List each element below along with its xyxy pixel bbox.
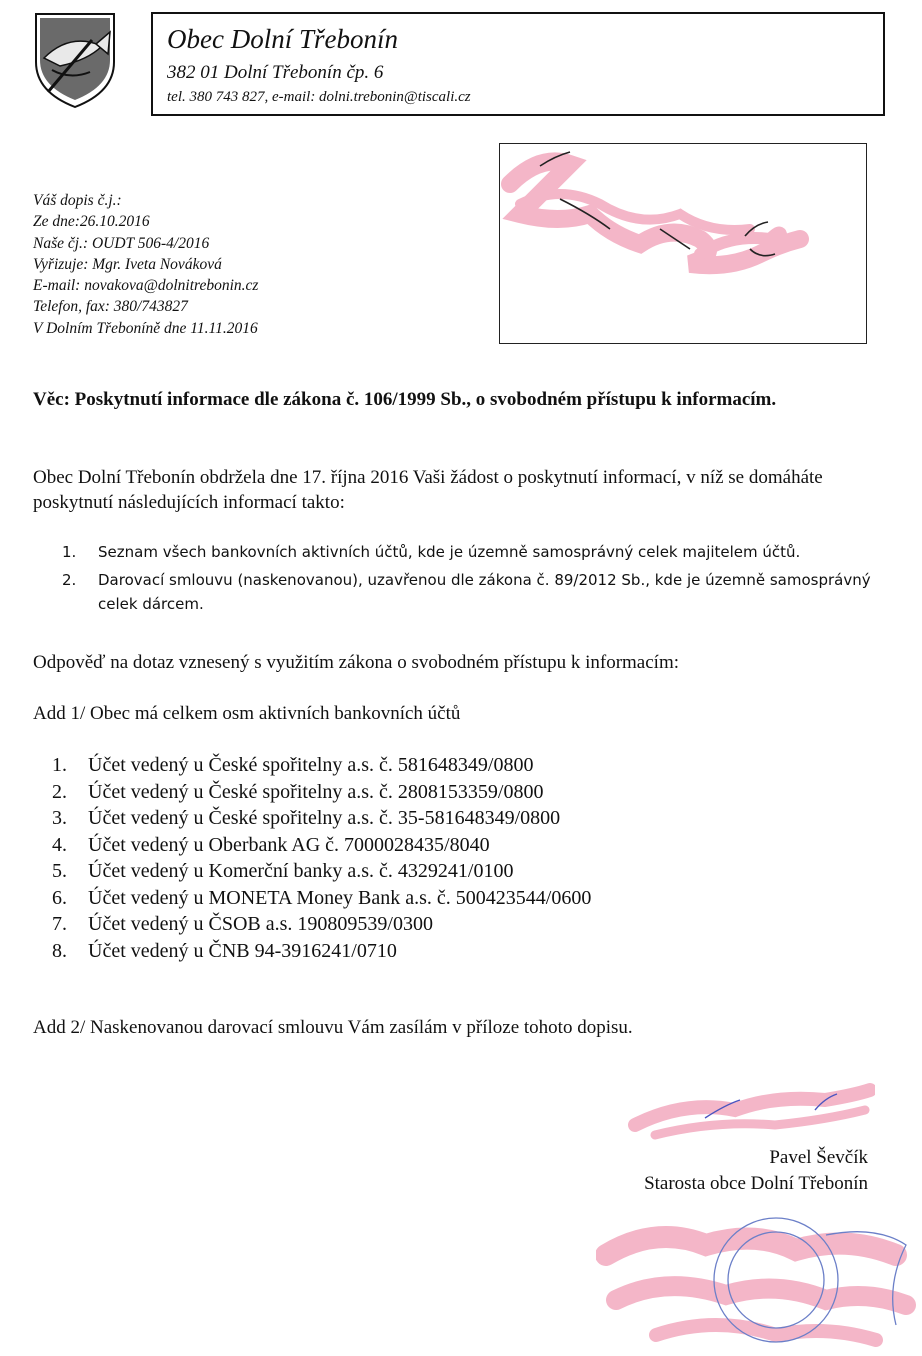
subject-heading: Věc: Poskytnutí informace dle zákona č. 106/1999 Sb., o svobodném přístupu k informacím. xyxy=(33,389,777,410)
reference-line: Ze dne:26.10.2016 xyxy=(33,213,150,231)
list-item xyxy=(52,938,852,965)
signatory-name: Pavel Ševčík xyxy=(769,1147,868,1168)
list-item xyxy=(52,911,852,938)
list-number: 1. xyxy=(62,543,77,561)
list-number: 6. xyxy=(52,886,67,909)
request-list xyxy=(62,540,882,620)
list-text: Účet vedený u MONETA Money Bank a.s. č. 500423544/0600 xyxy=(88,886,592,909)
list-item xyxy=(52,832,852,859)
list-number: 3. xyxy=(52,807,67,829)
redaction-mark xyxy=(500,144,865,342)
reference-line: Váš dopis č.j.: xyxy=(33,192,122,209)
reference-line: Naše čj.: OUDT 506-4/2016 xyxy=(33,234,210,252)
reference-line: E-mail: novakova@dolnitrebonin.cz xyxy=(33,277,259,295)
list-number: 2. xyxy=(52,780,67,803)
list-text: Darovací smlouvu (naskenovanou), uzavřenou dle zákona č. 89/2012 Sb., kde je územně samosprávný celek dárcem. xyxy=(98,571,871,613)
account-list xyxy=(52,752,852,964)
add2-paragraph: Add 2/ Naskenovanou darovací smlouvu Vám zasílám v příloze tohoto dopisu. xyxy=(33,1017,633,1038)
reference-line: Telefon, fax: 380/743827 xyxy=(33,298,188,316)
list-item xyxy=(62,540,882,564)
signature-redaction xyxy=(625,1080,875,1150)
municipality-contact: tel. 380 743 827, e-mail: dolni.trebonin@tiscali.cz xyxy=(167,89,471,105)
reference-block xyxy=(33,190,363,339)
reference-line: Vyřizuje: Mgr. Iveta Nováková xyxy=(33,255,222,273)
list-text: Účet vedený u České spořitelny a.s. č. 581648349/0800 xyxy=(88,754,534,776)
list-number: 5. xyxy=(52,860,67,882)
municipality-name: Obec Dolní Třebonín xyxy=(167,24,398,54)
list-number: 1. xyxy=(52,754,67,776)
list-number: 4. xyxy=(52,833,67,856)
list-text: Účet vedený u ČSOB a.s. 190809539/0300 xyxy=(88,913,433,935)
list-number: 7. xyxy=(52,913,67,935)
official-stamp-redaction xyxy=(596,1205,922,1356)
list-item xyxy=(52,805,852,832)
list-text: Účet vedený u Komerční banky a.s. č. 4329241/0100 xyxy=(88,860,514,882)
list-item xyxy=(52,858,852,885)
list-number: 8. xyxy=(52,939,67,962)
answer-intro: Odpověď na dotaz vznesený s využitím zákona o svobodném přístupu k informacím: xyxy=(33,652,679,673)
municipality-address: 382 01 Dolní Třebonín čp. 6 xyxy=(167,62,384,83)
add1-paragraph: Add 1/ Obec má celkem osm aktivních bankovních účtů xyxy=(33,703,461,724)
list-item xyxy=(52,752,852,779)
list-item xyxy=(62,568,882,616)
coat-of-arms-logo xyxy=(30,10,120,110)
list-text: Účet vedený u Oberbank AG č. 7000028435/8040 xyxy=(88,833,490,856)
intro-paragraph: Obec Dolní Třebonín obdržela dne 17. října 2016 Vaši žádost o poskytnutí informací, v níž se domáháte poskytnutí následujících informací takto: xyxy=(33,467,823,513)
signatory-block xyxy=(608,1145,868,1197)
list-text: Účet vedený u České spořitelny a.s. č. 2808153359/0800 xyxy=(88,780,544,803)
list-text: Účet vedený u České spořitelny a.s. č. 35-581648349/0800 xyxy=(88,807,561,829)
list-text: Seznam všech bankovních aktivních účtů, kde je územně samosprávný celek majitelem účtů. xyxy=(98,543,801,561)
list-item xyxy=(52,885,852,912)
list-item xyxy=(52,779,852,806)
list-text: Účet vedený u ČNB 94-3916241/0710 xyxy=(88,939,397,962)
signatory-title: Starosta obce Dolní Třebonín xyxy=(644,1173,868,1194)
recipient-address-window xyxy=(499,143,867,344)
list-number: 2. xyxy=(62,571,77,589)
letterhead-box xyxy=(151,12,885,116)
reference-line: V Dolním Třeboníně dne 11.11.2016 xyxy=(33,319,258,337)
